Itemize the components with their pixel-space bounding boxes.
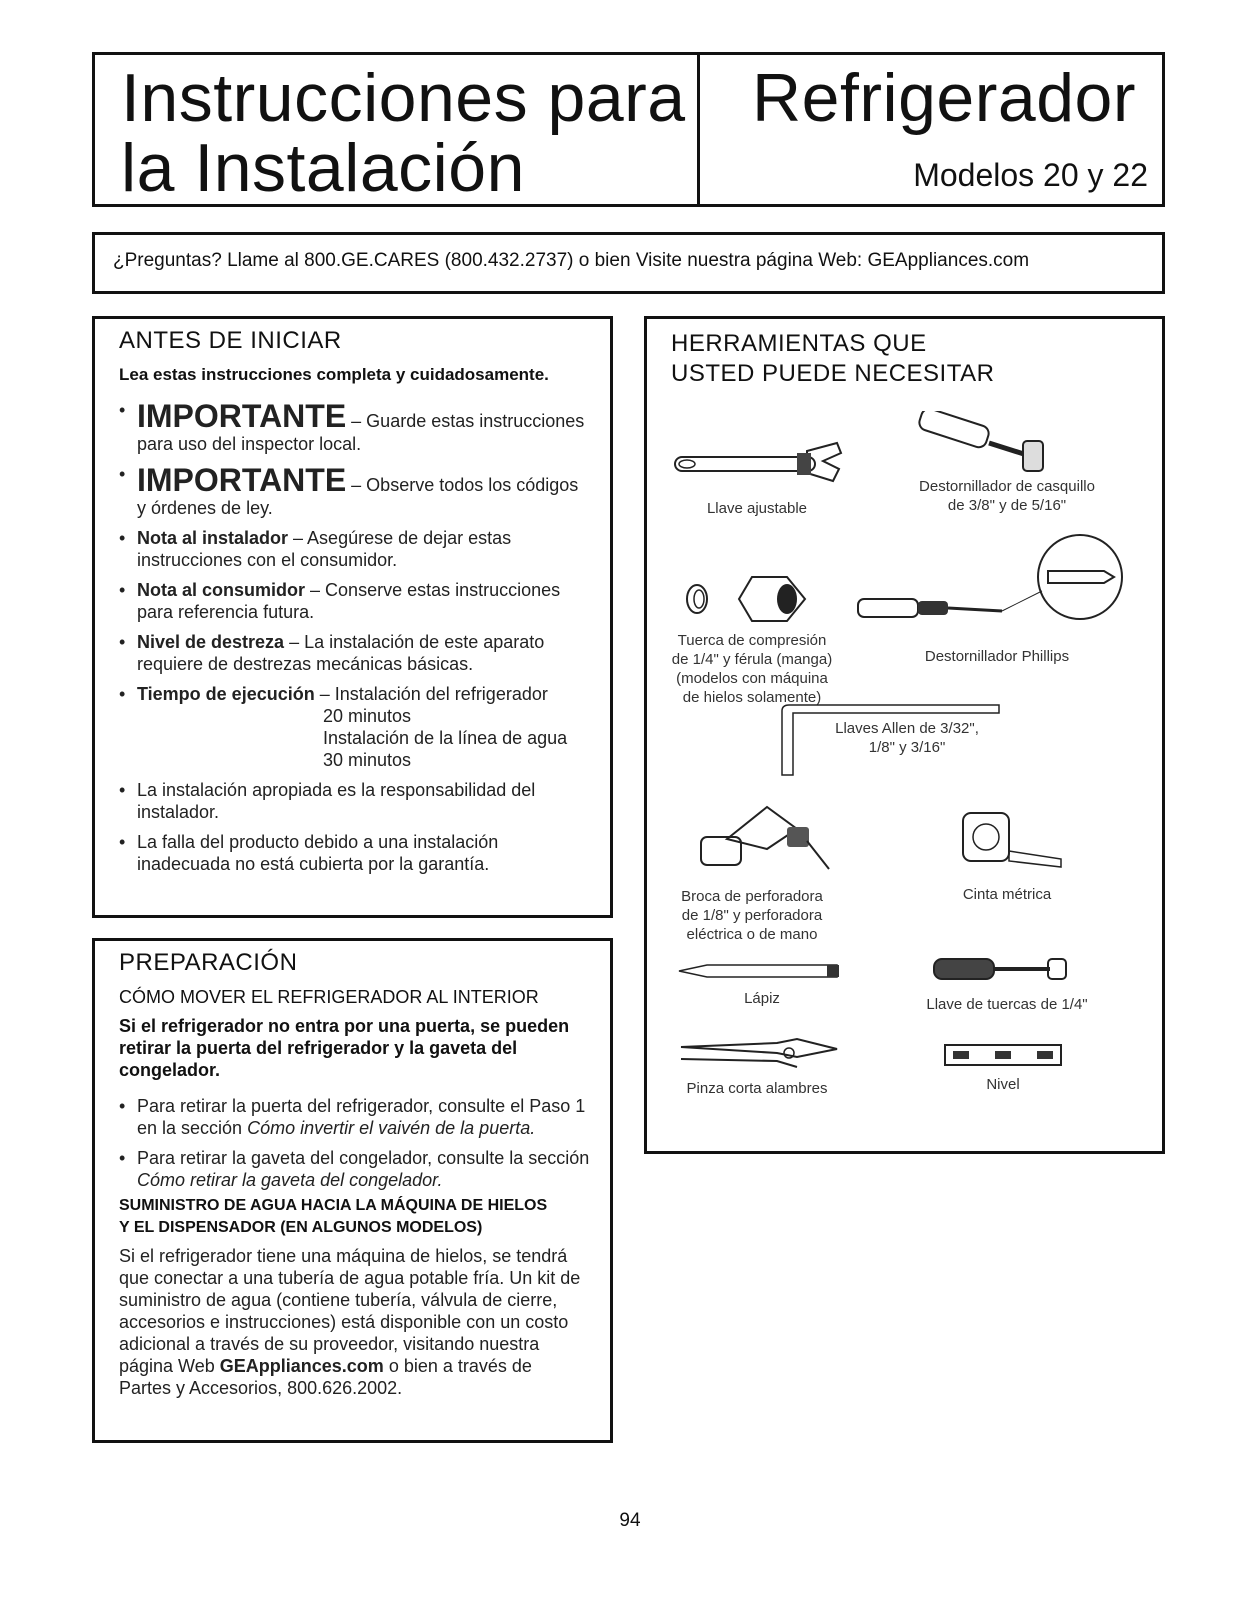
compression-nut-icon (677, 569, 817, 629)
item-text: Para retirar la puerta del refrigerador, consulte el Paso 1 en la sección (137, 1096, 586, 1138)
time-2: 30 minutos (323, 750, 412, 770)
nut-line-4: de hielos solamente) (682, 689, 822, 706)
item-emphasis: Cómo invertir el vaivén de la puerta. (247, 1118, 536, 1138)
para-text: Si el refrigerador tiene una máquina de hielos, se tendrá que conectar a una tubería de agua potable fría. Un kit de suministro de agua (contiene tubería, válvula de cierre, accesorios e instrucciones) está disponible con un costo adicional a través de su proveedor, visitando nuestra página Web (119, 1246, 581, 1376)
list-item (115, 1095, 590, 1139)
questions-text: ¿Preguntas? Llame al 800.GE.CARES (800.432.2737) o bien Visite nuestra página Web: GEAppliances.com (113, 250, 1030, 271)
item-text: La falla del producto debido a una instalación inadecuada no está cubierta por la garantía. (137, 832, 499, 874)
pencil-icon (677, 961, 847, 981)
tool-label-nut (657, 631, 847, 707)
list-item (115, 463, 590, 519)
drill-line-3: eléctrica o de mano (686, 926, 818, 943)
prep-bold-para: Si el refrigerador no entra por una puerta, se pueden retirar la puerta del refrigerador y la gaveta del congelador. (119, 1016, 570, 1080)
nut-line-2: de 1/4" y férula (manga) (671, 651, 833, 668)
item-text: – La instalación de este aparato requiere de destrezas mecánicas básicas. (137, 632, 545, 674)
title-line-2: la Instalación (121, 130, 525, 206)
item-text: – Instalación del refrigerador (314, 684, 548, 704)
item-label: Nota al consumidor (137, 580, 306, 600)
phillips-screwdriver-icon (852, 531, 1142, 631)
page-title (121, 60, 686, 206)
prep-title: PREPARACIÓN (119, 949, 298, 976)
antes-panel (92, 316, 613, 918)
list-item (115, 1147, 590, 1191)
list-item (115, 579, 590, 623)
nut-line-3: (modelos con máquina (676, 670, 828, 687)
header-product-box (697, 52, 1165, 207)
socket-line-1: Destornillador de casquillo (919, 478, 1095, 495)
tool-label-cutter: Pinza corta alambres (686, 1080, 828, 1097)
allen-line-1: Llaves Allen de 3/32", (835, 720, 979, 737)
item-text: Para retirar la gaveta del congelador, consulte la sección (137, 1148, 590, 1168)
important-label: IMPORTANTE (137, 462, 347, 498)
list-item (115, 831, 590, 875)
prep-paragraph (119, 1245, 586, 1399)
drill-line-2: de 1/8" y perforadora (681, 907, 823, 924)
list-item (115, 683, 590, 771)
product-title: Refrigerador (752, 60, 1136, 136)
socket-line-2: de 3/8" y de 5/16" (947, 497, 1067, 514)
tool-label-level: Nivel (986, 1076, 1020, 1093)
item-text: – Asegúrese de dejar estas instrucciones con el consumidor. (137, 528, 512, 570)
nut-driver-icon (932, 955, 1072, 985)
item-label: Tiempo de ejecución (137, 684, 315, 704)
prep-panel (92, 938, 613, 1443)
tape-measure-icon (957, 807, 1067, 877)
list-item (115, 527, 590, 571)
drill-icon (697, 799, 837, 879)
item-text: – Conserve estas instrucciones para referencia futura. (137, 580, 561, 622)
level-icon (943, 1041, 1063, 1069)
tool-label-phillips: Destornillador Phillips (924, 648, 1070, 665)
tools-title (671, 329, 994, 389)
antes-list (115, 399, 590, 883)
tools-title-line-1: HERRAMIENTAS QUE (671, 330, 927, 357)
tool-label-allen (797, 719, 1017, 757)
sub2-line-2: Y EL DISPENSADOR (EN ALGUNOS MODELOS) (119, 1219, 483, 1236)
prep-list (115, 1095, 590, 1199)
item-label: Nota al instalador (137, 528, 289, 548)
item-label: Nivel de destreza (137, 632, 285, 652)
tool-label-tape: Cinta métrica (962, 886, 1052, 903)
prep-subtitle: CÓMO MOVER EL REFRIGERADOR AL INTERIOR (119, 987, 539, 1007)
tool-label-nut-driver: Llave de tuercas de 1/4" (926, 996, 1088, 1013)
important-label: IMPORTANTE (137, 398, 347, 434)
item-text: – Observe todos los códigos y órdenes de ley. (137, 475, 579, 518)
website-link: GEAppliances.com (219, 1356, 384, 1376)
questions-bar (92, 232, 1165, 294)
item-emphasis: Cómo retirar la gaveta del congelador. (137, 1170, 443, 1190)
sub2-line-1: SUMINISTRO DE AGUA HACIA LA MÁQUINA DE HIELOS (119, 1197, 548, 1214)
socket-driver-icon (917, 411, 1057, 481)
page-number: 94 (619, 1510, 641, 1531)
nut-line-1: Tuerca de compresión (677, 632, 827, 649)
models-label: Modelos 20 y 22 (913, 157, 1148, 193)
tools-panel (644, 316, 1165, 1154)
tool-label-socket (877, 477, 1137, 515)
list-item (115, 399, 590, 455)
title-line-1: Instrucciones para (121, 60, 686, 136)
tool-label-pencil: Lápiz (744, 990, 780, 1007)
tool-label-wrench: Llave ajustable (706, 500, 808, 517)
header-title-box (92, 52, 700, 207)
drill-line-1: Broca de perforadora (681, 888, 823, 905)
wire-cutter-icon (677, 1033, 847, 1073)
para-text: o bien a través de Partes y Accesorios, 800.626.2002. (119, 1356, 532, 1398)
tools-title-line-2: USTED PUEDE NECESITAR (671, 360, 995, 387)
list-item (115, 779, 590, 823)
antes-title: ANTES DE INICIAR (119, 327, 342, 354)
tool-label-drill (657, 887, 847, 944)
antes-intro: Lea estas instrucciones completa y cuidadosamente. (119, 365, 549, 384)
item-text: – Guarde estas instrucciones para uso del inspector local. (137, 411, 585, 454)
allen-line-2: 1/8" y 3/16" (868, 739, 946, 756)
list-item (115, 631, 590, 675)
adjustable-wrench-icon (667, 439, 847, 489)
prep-subtitle-2 (119, 1195, 586, 1239)
time-2-label: Instalación de la línea de agua (323, 728, 568, 748)
time-1: 20 minutos (323, 706, 412, 726)
item-text: La instalación apropiada es la responsabilidad del instalador. (137, 780, 536, 822)
